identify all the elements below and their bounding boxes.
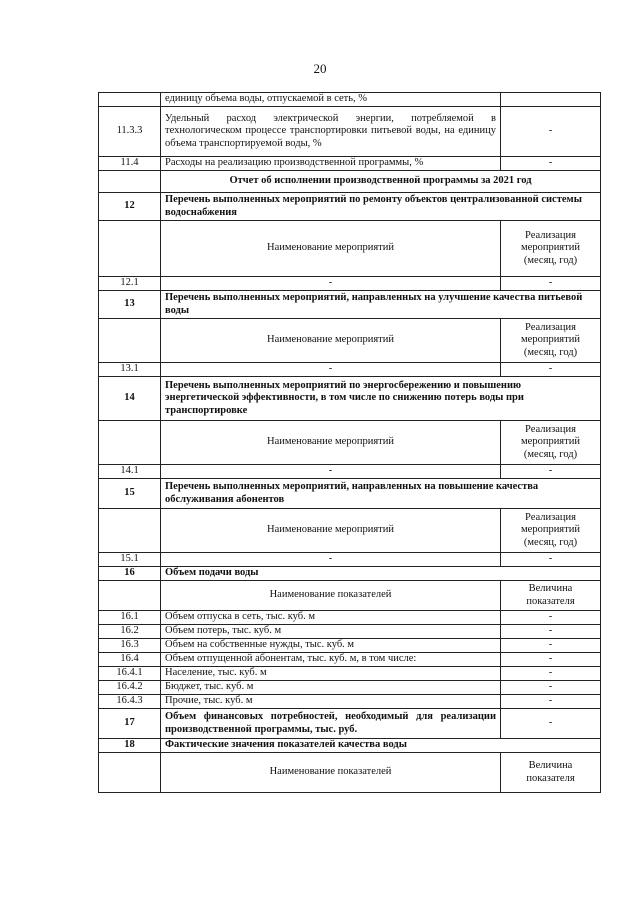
column-header-value: Величина показателя	[501, 581, 601, 611]
section-header	[99, 479, 601, 509]
table-row	[99, 653, 601, 667]
table-row	[99, 639, 601, 653]
row-number: 11.3.3	[99, 107, 161, 157]
table-row	[99, 465, 601, 479]
row-text: Население, тыс. куб. м	[161, 667, 501, 681]
row-text: -	[161, 465, 501, 479]
row-value: -	[501, 625, 601, 639]
section-number: 15	[99, 479, 161, 509]
section-header	[99, 739, 601, 753]
section-header	[99, 193, 601, 221]
row-number: 13.1	[99, 363, 161, 377]
column-header-row	[99, 581, 601, 611]
page-number: 20	[313, 61, 327, 76]
table-row	[99, 157, 601, 171]
section-number: 14	[99, 377, 161, 421]
section-title: Перечень выполненных мероприятий, направленных на повышение качества обслуживания абонентов	[161, 479, 601, 509]
column-header-name: Наименование показателей	[161, 581, 501, 611]
column-header-value: Реализация мероприятий (месяц, год)	[501, 221, 601, 277]
row-text: Объем отпуска в сеть, тыс. куб. м	[161, 611, 501, 625]
row-value: -	[501, 107, 601, 157]
section-title: Объем финансовых потребностей, необходимый для реализации производственной программы, тыс. руб.	[161, 709, 501, 739]
section-number: 17	[99, 709, 161, 739]
section-title: Фактические значения показателей качества воды	[161, 739, 601, 753]
row-text: Удельный расход электрической энергии, потребляемой в технологическом процессе транспортировки питьевой воды, на единицу объема транспортируемой воды, %	[161, 107, 501, 157]
column-header-name: Наименование мероприятий	[161, 319, 501, 363]
column-header-row	[99, 319, 601, 363]
row-value: -	[501, 465, 601, 479]
row-number: 16.4.2	[99, 681, 161, 695]
column-header-name: Наименование мероприятий	[161, 509, 501, 553]
section-number: 13	[99, 291, 161, 319]
table-row	[99, 667, 601, 681]
column-header-name: Наименование мероприятий	[161, 221, 501, 277]
table-row	[99, 93, 601, 107]
row-value: -	[501, 363, 601, 377]
table-row	[99, 695, 601, 709]
column-header-value: Реализация мероприятий (месяц, год)	[501, 509, 601, 553]
section-title: Объем подачи воды	[161, 567, 601, 581]
row-number: 14.1	[99, 465, 161, 479]
row-number: 16.2	[99, 625, 161, 639]
column-header-row	[99, 753, 601, 793]
section-number: 16	[99, 567, 161, 581]
row-number: 16.1	[99, 611, 161, 625]
row-value: -	[501, 667, 601, 681]
row-value: -	[501, 639, 601, 653]
column-header-value: Реализация мероприятий (месяц, год)	[501, 319, 601, 363]
row-text: Бюджет, тыс. куб. м	[161, 681, 501, 695]
column-header-name: Наименование мероприятий	[161, 421, 501, 465]
table-row	[99, 681, 601, 695]
row-value: -	[501, 709, 601, 739]
row-value: -	[501, 611, 601, 625]
section-number: 18	[99, 739, 161, 753]
row-text: Объем отпущенной абонентам, тыс. куб. м, в том числе:	[161, 653, 501, 667]
section-title: Перечень выполненных мероприятий по энергосбережению и повышению энергетической эффективности, в том числе по снижению потерь воды при транспортировке	[161, 377, 601, 421]
column-header-row	[99, 509, 601, 553]
row-number: 15.1	[99, 553, 161, 567]
row-number: 16.3	[99, 639, 161, 653]
row-text: -	[161, 363, 501, 377]
column-header-name: Наименование показателей	[161, 753, 501, 793]
section-number: 12	[99, 193, 161, 221]
row-text: Объем потерь, тыс. куб. м	[161, 625, 501, 639]
section-header	[99, 291, 601, 319]
row-value: -	[501, 277, 601, 291]
row-value: -	[501, 157, 601, 171]
row-text: единицу объема воды, отпускаемой в сеть, %	[161, 93, 501, 107]
table-row	[99, 363, 601, 377]
table-row	[99, 277, 601, 291]
table-row	[99, 611, 601, 625]
table-row	[99, 171, 601, 193]
row-text: -	[161, 277, 501, 291]
section-header	[99, 377, 601, 421]
section-header	[99, 567, 601, 581]
row-value: -	[501, 653, 601, 667]
section-header	[99, 709, 601, 739]
row-number: 16.4.3	[99, 695, 161, 709]
section-title: Перечень выполненных мероприятий, направленных на улучшение качества питьевой воды	[161, 291, 601, 319]
row-number: 12.1	[99, 277, 161, 291]
row-number: 16.4.1	[99, 667, 161, 681]
row-value: -	[501, 695, 601, 709]
column-header-row	[99, 421, 601, 465]
column-header-row	[99, 221, 601, 277]
row-text: -	[161, 553, 501, 567]
section-title: Перечень выполненных мероприятий по ремонту объектов централизованной системы водоснабжения	[161, 193, 601, 221]
row-text: Прочие, тыс. куб. м	[161, 695, 501, 709]
row-text: Объем на собственные нужды, тыс. куб. м	[161, 639, 501, 653]
row-text: Расходы на реализацию производственной программы, %	[161, 157, 501, 171]
row-number: 16.4	[99, 653, 161, 667]
column-header-value: Реализация мероприятий (месяц, год)	[501, 421, 601, 465]
report-heading: Отчет об исполнении производственной программы за 2021 год	[161, 171, 601, 193]
table-row	[99, 553, 601, 567]
row-value: -	[501, 681, 601, 695]
row-number: 11.4	[99, 157, 161, 171]
program-table	[98, 92, 601, 793]
table-row	[99, 107, 601, 157]
row-value: -	[501, 553, 601, 567]
table-row	[99, 625, 601, 639]
column-header-value: Величина показателя	[501, 753, 601, 793]
